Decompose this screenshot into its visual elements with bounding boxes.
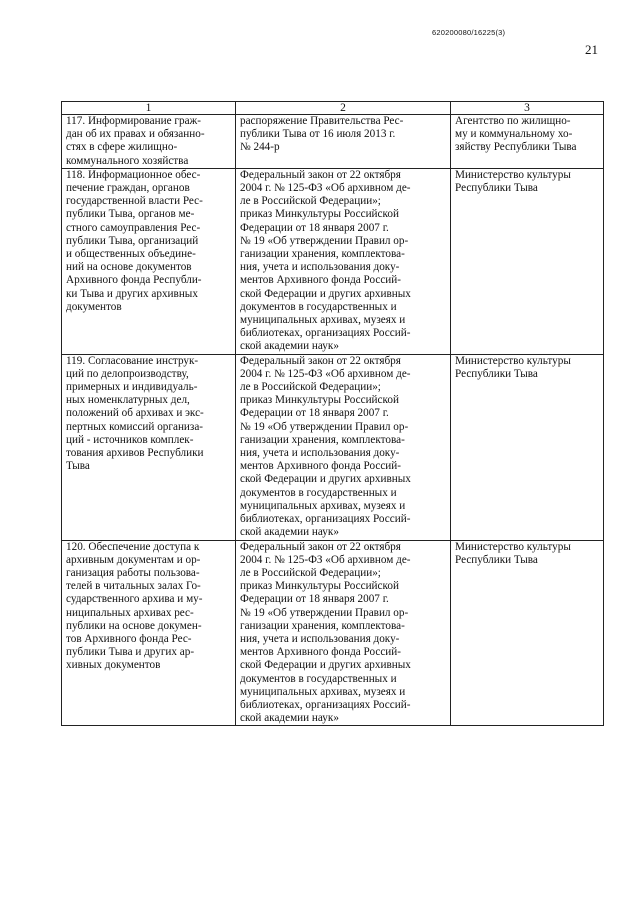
agency-cell: Министерство культуры Республики Тыва (451, 354, 604, 540)
table-row (62, 354, 604, 540)
column-header-3: 3 (451, 102, 604, 115)
column-header-1: 1 (62, 102, 236, 115)
document-code: 620200080/16225(3) (432, 28, 506, 37)
legal-basis-cell: Федеральный закон от 22 октября 2004 г. № 125-ФЗ «Об архивном де- ле в Российской Федерации»; приказ Минкультуры Российской Федерации от 18 января 2007 г. № 19 «Об утверждении Правил ор- ганизации хранения, комплектова- ния, учета и использования доку- ментов Архивного фонда Россий- ской Федерации и других архивных документов в государственных и муниципальных архивах, музеях и библиотеках, организациях Россий- ской академии наук» (236, 354, 451, 540)
agency-cell: Министерство культуры Республики Тыва (451, 540, 604, 726)
service-cell: 118. Информационное обес- печение граждан, органов государственной власти Рес- публики Тыва, органов ме- стного самоуправления Рес- публики Тыва, организаций и общественных объедине- ний на основе документов Архивного фонда Республи- ки Тыва и других архивных документов (62, 168, 236, 354)
table-row (62, 168, 604, 354)
column-header-2: 2 (236, 102, 451, 115)
legal-basis-cell: Федеральный закон от 22 октября 2004 г. № 125-ФЗ «Об архивном де- ле в Российской Федерации»; приказ Минкультуры Российской Федерации от 18 января 2007 г. № 19 «Об утверждении Правил ор- ганизации хранения, комплектова- ния, учета и использования доку- ментов Архивного фонда Россий- ской Федерации и других архивных документов в государственных и муниципальных архивах, музеях и библиотеках, организациях Россий- ской академии наук» (236, 168, 451, 354)
table-header-row (62, 102, 604, 115)
table-row (62, 115, 604, 169)
service-cell: 120. Обеспечение доступа к архивным документам и ор- ганизация работы пользова- телей в читальных залах Го- сударственного архива и му- ниципальных архивах рес- публики на основе докумен- тов Архивного фонда Рес- публики Тыва и других ар- хивных документов (62, 540, 236, 726)
service-cell: 117. Информирование граж- дан об их правах и обязанно- стях в сфере жилищно- коммунального хозяйства (62, 115, 236, 169)
agency-cell: Министерство культуры Республики Тыва (451, 168, 604, 354)
table-row (62, 540, 604, 726)
services-table (61, 101, 604, 726)
legal-basis-cell: Федеральный закон от 22 октября 2004 г. № 125-ФЗ «Об архивном де- ле в Российской Федерации»; приказ Минкультуры Российской Федерации от 18 января 2007 г. № 19 «Об утверждении Правил ор- ганизации хранения, комплектова- ния, учета и использования доку- ментов Архивного фонда Россий- ской Федерации и других архивных документов в государственных и муниципальных архивах, музеях и библиотеках, организациях Россий- ской академии наук» (236, 540, 451, 726)
page-number: 21 (585, 42, 598, 57)
agency-cell: Агентство по жилищно- му и коммунальному хо- зяйству Республики Тыва (451, 115, 604, 169)
legal-basis-cell: распоряжение Правительства Рес- публики Тыва от 16 июля 2013 г. № 244-р (236, 115, 451, 169)
service-cell: 119. Согласование инструк- ций по делопроизводству, примерных и индивидуаль- ных номенклатурных дел, положений об архивах и экс- пертных комиссий организа- ций - источников комплек- тования архивов Республики Тыва (62, 354, 236, 540)
